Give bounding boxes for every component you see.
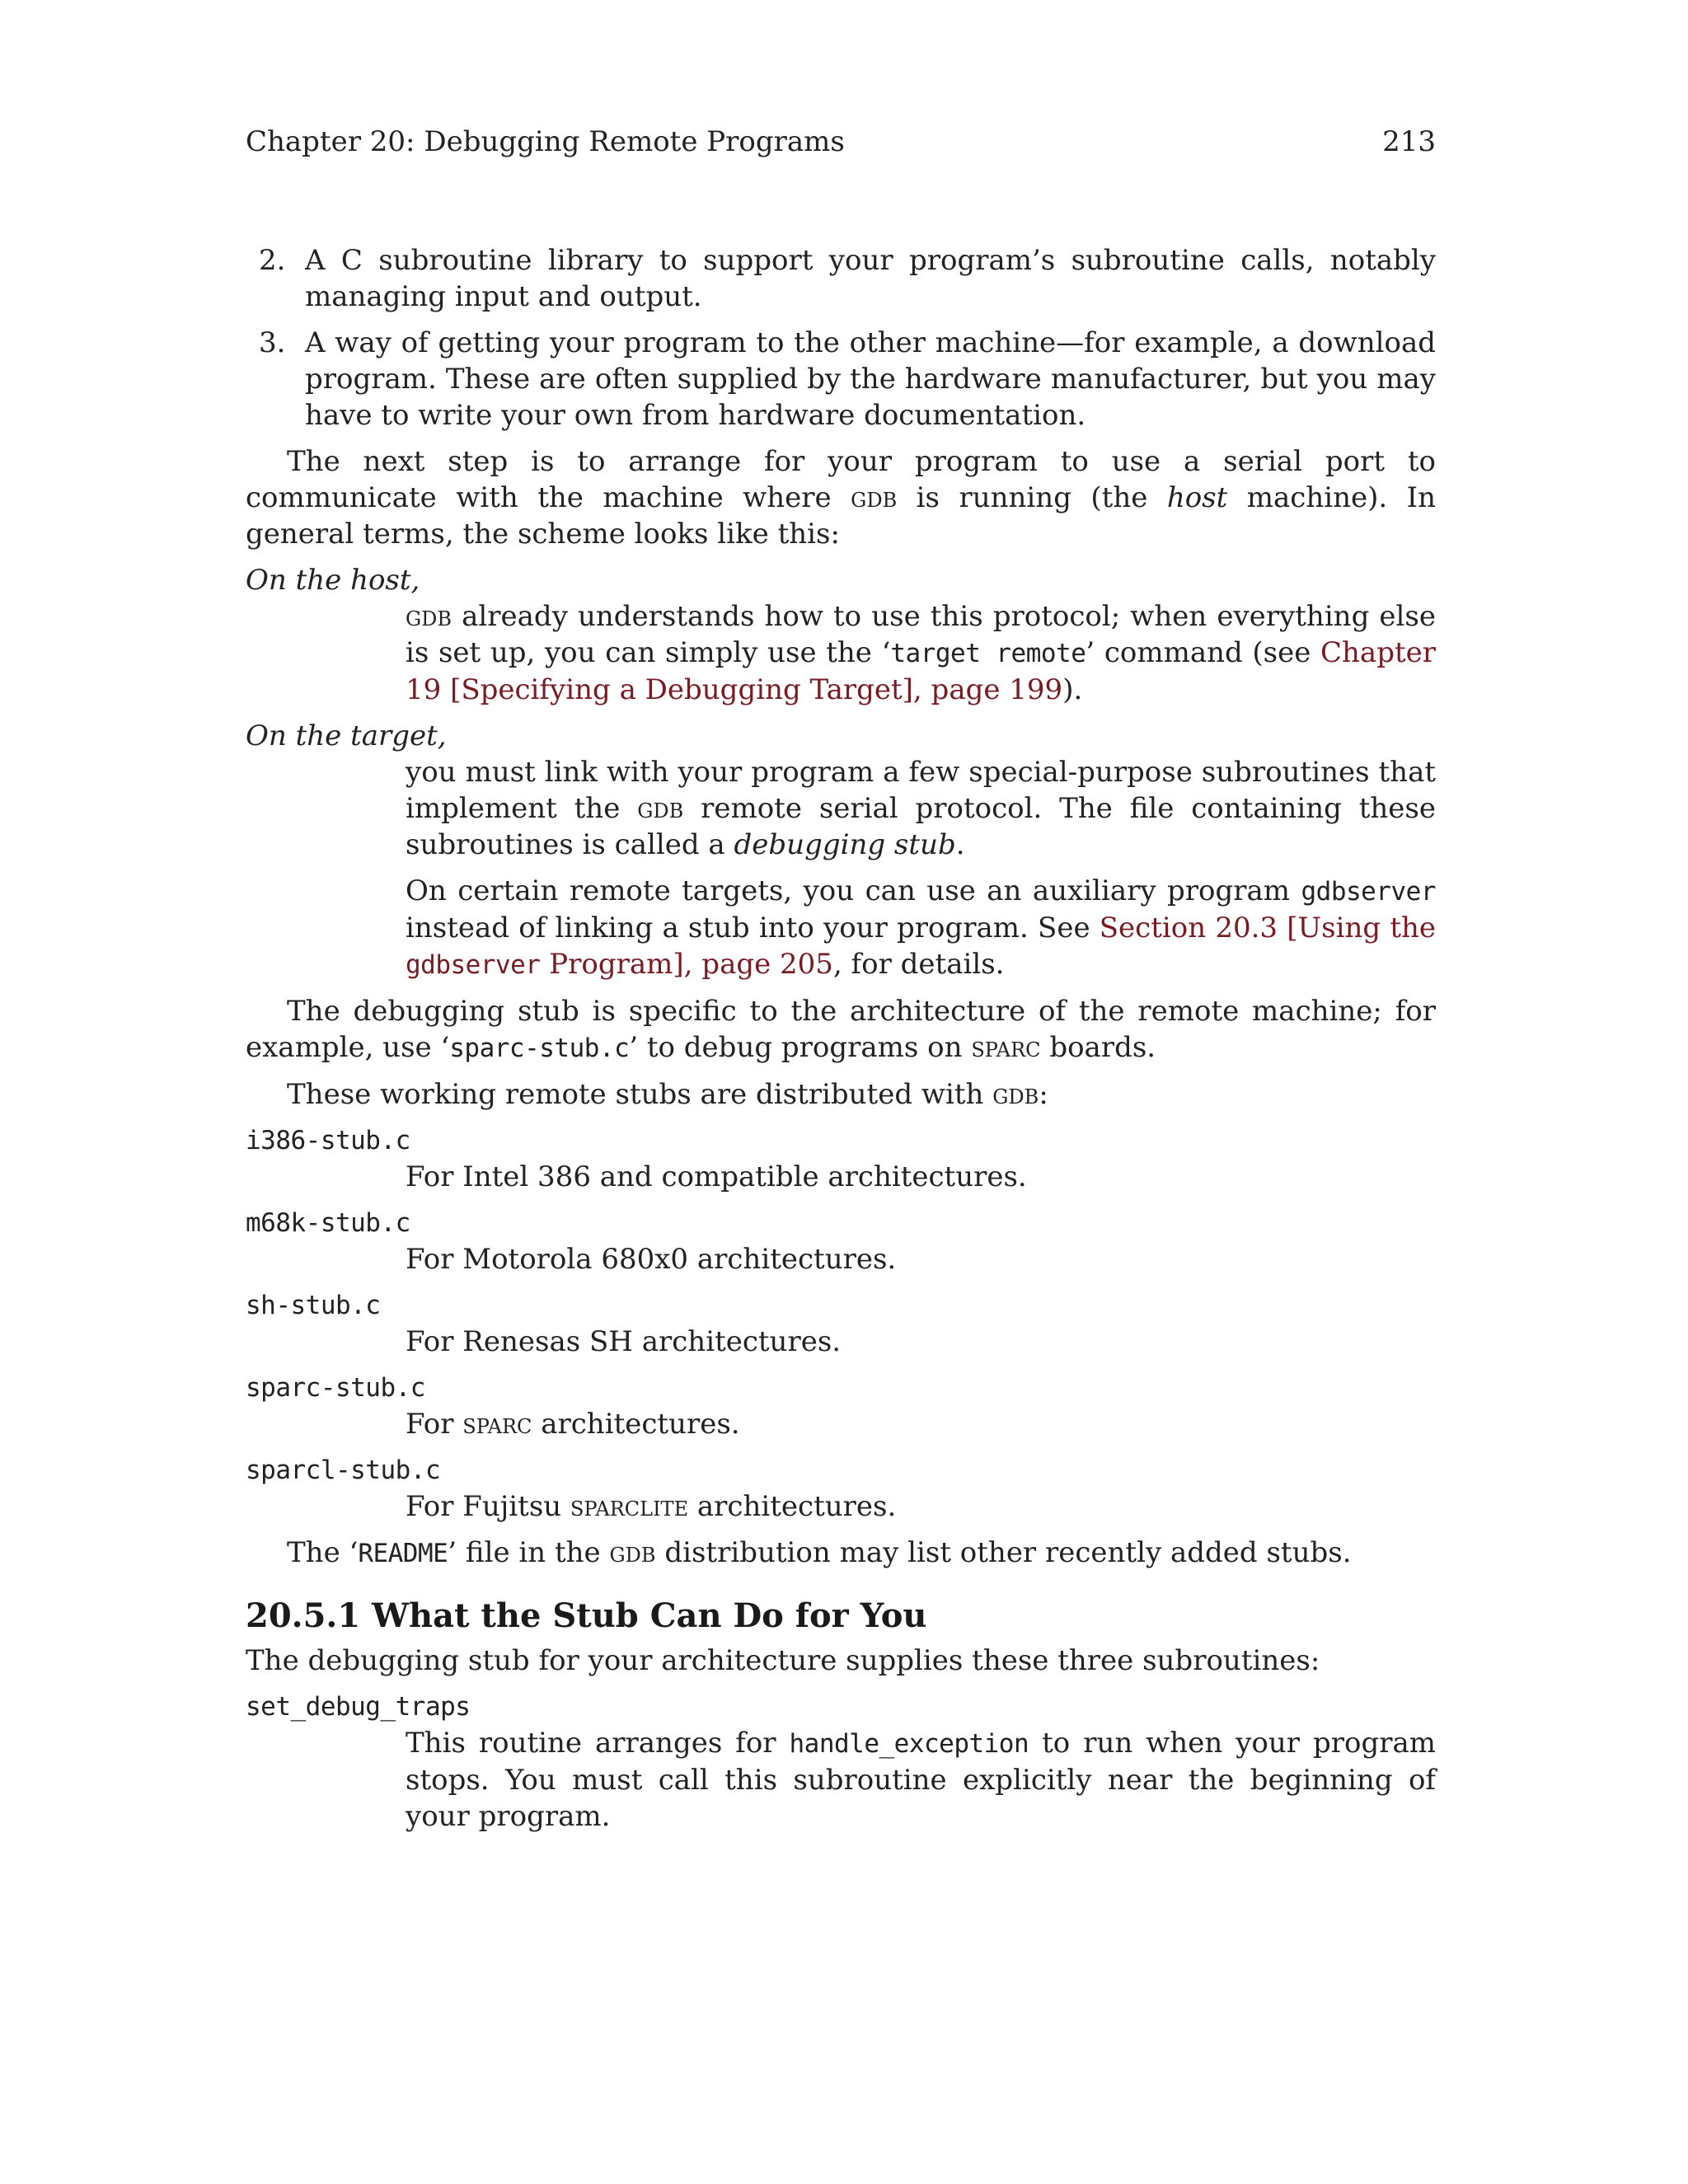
text-run: For Fujitsu [406, 1490, 570, 1523]
xref-text: Section 20.3 [Using the [1099, 912, 1436, 944]
page-number: 213 [1382, 125, 1436, 158]
list-item-text: A way of getting your program to the other machine—for example, a download program. These are often supplied by the hardware manufacturer, but you may have to write your own from hardware documentation. [305, 326, 1436, 432]
definition-body [406, 598, 1436, 708]
text-run: : [1039, 1078, 1048, 1111]
stub-file-name: m68k-stub.c [246, 1208, 410, 1238]
xref-program-name: gdbserver [406, 950, 541, 980]
emphasis-debugging-stub: debugging stub [734, 828, 956, 861]
text-run: boards. [1040, 1031, 1156, 1064]
text-run: to run when your program stops. You must call this subroutine explicitly near the beginning of your program. [406, 1727, 1436, 1833]
text-run: For [406, 1408, 463, 1441]
stub-entry-i386 [246, 1122, 1436, 1195]
stub-file-name: sparc-stub.c [246, 1373, 425, 1403]
text-run: instead of linking a stub into your program. See [406, 912, 1100, 944]
xref-chapter-19-link[interactable]: Chapter 19 [Specifying a Debugging Target], page 199 [406, 636, 1436, 706]
stub-file-name: sparcl-stub.c [246, 1455, 441, 1485]
paragraph-readme [246, 1535, 1436, 1572]
definition-body [406, 754, 1436, 983]
function-handle-exception: handle_exception [789, 1729, 1029, 1759]
gdb-name: gdb [637, 792, 684, 825]
gdb-name: gdb [851, 481, 898, 514]
program-gdbserver: gdbserver [1301, 877, 1436, 907]
stub-description: For Intel 386 and compatible architectures. [406, 1160, 1027, 1193]
stub-description: For Renesas SH architectures. [406, 1325, 842, 1358]
text-run: , for details. [832, 948, 1005, 981]
function-name: set_debug_traps [246, 1692, 471, 1722]
running-header [246, 124, 1436, 160]
stub-description [406, 1406, 1436, 1442]
definition-on-host [246, 562, 1436, 708]
list-item-text: A C subroutine library to support your program’s subroutine calls, notably managing input and output. [305, 244, 1436, 313]
section-intro: The debugging stub for your architecture supplies these three subroutines: [246, 1644, 1320, 1677]
requirements-list [246, 242, 1436, 434]
list-item [246, 325, 1436, 434]
paragraph-distributed-stubs [246, 1076, 1436, 1113]
file-name: sparc-stub.c [449, 1033, 630, 1063]
text-run: ). [1062, 673, 1083, 706]
text-run: ’ file in the [448, 1536, 610, 1569]
gdb-name: gdb [992, 1078, 1039, 1111]
text-run: On certain remote targets, you can use an auxiliary program [406, 874, 1301, 907]
stub-description [406, 1488, 1436, 1525]
text-run: The debugging stub is specific to the architecture of the remote machine; for example, use ‘ [246, 995, 1436, 1064]
paragraph [406, 754, 1436, 863]
list-item [246, 242, 1436, 315]
section-heading: 20.5.1 What the Stub Can Do for You [246, 1596, 927, 1635]
chapter-title: Chapter 20: Debugging Remote Programs [246, 125, 845, 158]
gdb-name: gdb [406, 600, 452, 633]
text-run: architectures. [532, 1408, 740, 1441]
text-run: machine). In general terms, the scheme looks like this: [246, 481, 1437, 551]
paragraph-stub-specific [246, 993, 1436, 1066]
text-run: These working remote stubs are distributed with [287, 1078, 993, 1111]
paragraph [406, 873, 1436, 983]
text-run: is running (the [897, 481, 1167, 514]
text-run: you must link with your program a few special-purpose subroutines that implement the [406, 756, 1436, 825]
text-run: The ‘ [287, 1536, 359, 1569]
command-target-remote: target remote [890, 639, 1086, 668]
xref-text: Program], page 205 [540, 948, 833, 981]
list-item-number: 2. [259, 244, 286, 277]
text-run: This routine arranges for [406, 1727, 790, 1760]
term-on-target: On the target, [246, 719, 447, 752]
manual-page [246, 124, 1436, 1844]
text-run: ’ to debug programs on [629, 1031, 972, 1064]
emphasis-host: host [1166, 481, 1228, 514]
text-run: distribution may list other recently added stubs. [655, 1536, 1352, 1569]
list-item-number: 3. [259, 326, 286, 359]
sparc-name: sparc [462, 1408, 532, 1441]
stub-file-name: sh-stub.c [246, 1291, 381, 1320]
sparc-name: sparc [971, 1031, 1041, 1064]
text-run: The next step is to arrange for your program to use a serial port to communicate with the machine where [246, 445, 1436, 514]
gdb-name: gdb [609, 1536, 656, 1569]
text-run: . [955, 828, 965, 861]
paragraph-next-step [246, 443, 1436, 552]
entry-set-debug-traps [246, 1689, 1436, 1835]
definition-on-target [246, 718, 1436, 983]
stub-entry-sparcl [246, 1452, 1436, 1525]
stub-file-name: i386-stub.c [246, 1126, 410, 1155]
sparclite-name: sparclite [570, 1490, 689, 1523]
text-run: remote serial protocol. The file containing these subroutines is called a [406, 792, 1437, 861]
stub-description: For Motorola 680x0 architectures. [406, 1243, 897, 1276]
stub-entry-sparc [246, 1370, 1436, 1442]
text-run: architectures. [688, 1490, 897, 1523]
stub-entry-sh [246, 1287, 1436, 1360]
stub-entry-m68k [246, 1205, 1436, 1277]
term-on-host: On the host, [246, 564, 420, 597]
text-run: already understands how to use this protocol; when everything else is set up, you can simply use the ‘ [406, 600, 1436, 669]
function-description [406, 1725, 1436, 1835]
file-name: README [358, 1539, 448, 1568]
text-run: ’ command (see [1085, 636, 1321, 669]
